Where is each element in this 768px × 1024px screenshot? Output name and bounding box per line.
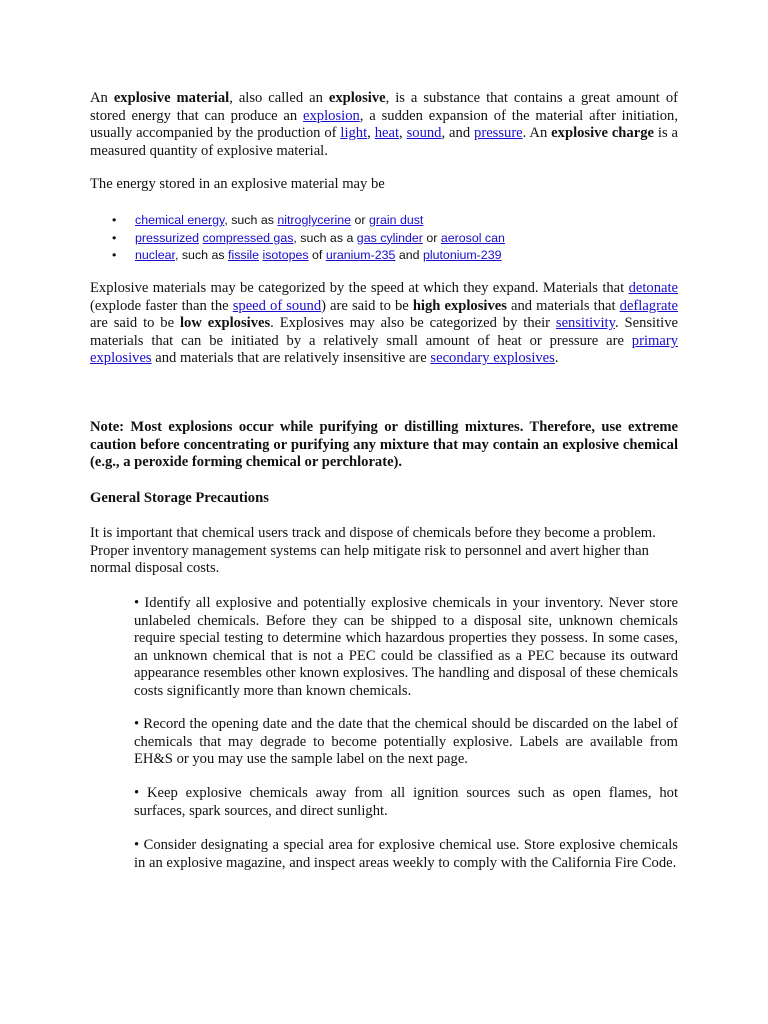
text-run: , such as bbox=[174, 248, 228, 262]
text-run: An bbox=[90, 90, 114, 106]
link-aerosol-can[interactable]: aerosol can bbox=[440, 230, 505, 245]
bold-term: explosive bbox=[328, 90, 386, 106]
bold-term: low explosives bbox=[179, 315, 271, 332]
link-nitroglycerine[interactable]: nitroglycerine bbox=[277, 213, 352, 227]
bold-term: explosive material bbox=[113, 90, 230, 106]
link-sound[interactable]: sound bbox=[406, 125, 442, 142]
link-primary-explosives[interactable]: primary explosives bbox=[90, 332, 678, 367]
bold-term: explosive charge bbox=[551, 125, 654, 142]
text-run: . An bbox=[522, 125, 552, 142]
text-run: , bbox=[399, 125, 407, 142]
text-run: or bbox=[351, 213, 369, 227]
text-run: or bbox=[422, 230, 441, 245]
link-plutonium-239[interactable]: plutonium-239 bbox=[422, 248, 502, 262]
safety-note: Note: Most explosions occur while purifying or distilling mixtures. Therefore, use extreme caution before concentrating or purifying any mixture that may contain an explosive chemical (e.g., a peroxide forming chemical or perchlorate). bbox=[90, 419, 678, 471]
bullet-dot: • bbox=[112, 213, 117, 227]
link-isotopes[interactable]: isotopes bbox=[262, 248, 309, 262]
text-run: ) are said to be bbox=[321, 297, 413, 314]
categories-paragraph bbox=[90, 280, 678, 368]
link-explosion[interactable]: explosion bbox=[303, 107, 360, 124]
link-chemical-energy[interactable]: chemical energy bbox=[135, 213, 225, 227]
link-secondary-explosives[interactable]: secondary explosives bbox=[430, 350, 555, 367]
precaution-item: • Identify all explosive and potentially explosive chemicals in your inventory. Never store unlabeled chemicals. Before they can be shipped to a disposal site, unknown chemicals require special testing to determine which hazardous properties they possess. In some cases, an unknown chemical that is not a PEC could be classified as a PEC because its outward appearance resembles other known explosives. The handling and disposal of these chemicals costs significantly more than known chemicals. bbox=[134, 595, 678, 699]
bullet-dot: • bbox=[112, 230, 117, 245]
link-gas-cylinder[interactable]: gas cylinder bbox=[356, 230, 423, 245]
link-heat[interactable]: heat bbox=[374, 125, 400, 142]
text-run: is a measured quantity of explosive material. bbox=[90, 125, 679, 159]
list-item bbox=[112, 247, 672, 265]
text-run: and materials that bbox=[506, 297, 620, 314]
text-run: . bbox=[554, 350, 559, 367]
link-sensitivity[interactable]: sensitivity bbox=[555, 315, 615, 332]
text-run: of bbox=[308, 248, 326, 262]
list-item bbox=[112, 230, 672, 248]
link-light[interactable]: light bbox=[340, 125, 368, 142]
text-run: , such as bbox=[224, 213, 278, 227]
link-pressurized[interactable]: pressurized bbox=[135, 230, 200, 245]
text-run: and materials that are relatively insensitive are bbox=[151, 350, 431, 367]
text-run: are said to be bbox=[90, 315, 180, 332]
bold-term: high explosives bbox=[412, 297, 507, 314]
text-run: , bbox=[367, 125, 375, 142]
text-run: (explode faster than the bbox=[90, 297, 233, 314]
text-run: , a sudden expansion of the material after initiation, usually accompanied by the production of bbox=[90, 107, 678, 142]
precaution-item: • Record the opening date and the date that the chemical should be discarded on the label of chemicals that may degrade to become potentially explosive. Labels are available from EH&S or you may use the sample label on the next page. bbox=[134, 716, 678, 768]
intro-paragraph bbox=[90, 90, 678, 160]
link-deflagrate[interactable]: deflagrate bbox=[619, 297, 678, 314]
text-run: , and bbox=[441, 125, 475, 142]
inventory-paragraph: It is important that chemical users track and dispose of chemicals before they become a problem. Proper inventory management systems can help mitigate risk to personnel and avert higher than normal disposal costs. bbox=[90, 525, 656, 577]
energy-list bbox=[112, 212, 672, 265]
precaution-item: • Consider designating a special area for explosive chemical use. Store explosive chemicals in an explosive magazine, and inspect areas weekly to comply with the California Fire Code. bbox=[134, 837, 678, 871]
link-grain-dust[interactable]: grain dust bbox=[368, 213, 424, 227]
energy-intro: The energy stored in an explosive material may be bbox=[90, 176, 385, 192]
link-fissile[interactable]: fissile bbox=[228, 248, 259, 262]
link-speed-of-sound[interactable]: speed of sound bbox=[232, 297, 322, 314]
text-run: , is a substance that contains a great amount of stored energy that can produce an bbox=[90, 90, 678, 124]
link-uranium-235[interactable]: uranium-235 bbox=[325, 248, 396, 262]
text-run: . Explosives may also be categorized by their bbox=[270, 315, 556, 332]
text-run: Explosive materials may be categorized by the speed at which they expand. Materials that bbox=[90, 280, 629, 296]
precaution-item: • Keep explosive chemicals away from all ignition sources such as open flames, hot surfaces, spark sources, and direct sunlight. bbox=[134, 785, 678, 819]
text-run: , also called an bbox=[229, 90, 329, 106]
link-pressure[interactable]: pressure bbox=[474, 125, 523, 142]
text-run: . Sensitive materials that can be initiated by a relatively small amount of heat or pressure are bbox=[90, 315, 678, 349]
link-compressed-gas[interactable]: compressed gas bbox=[202, 230, 294, 245]
bullet-dot: • bbox=[112, 248, 117, 262]
text-run: , such as a bbox=[293, 230, 357, 245]
link-nuclear[interactable]: nuclear bbox=[135, 248, 175, 262]
text-run: and bbox=[395, 248, 423, 262]
section-heading: General Storage Precautions bbox=[90, 490, 269, 506]
list-item bbox=[112, 212, 672, 230]
link-detonate[interactable]: detonate bbox=[628, 280, 678, 296]
